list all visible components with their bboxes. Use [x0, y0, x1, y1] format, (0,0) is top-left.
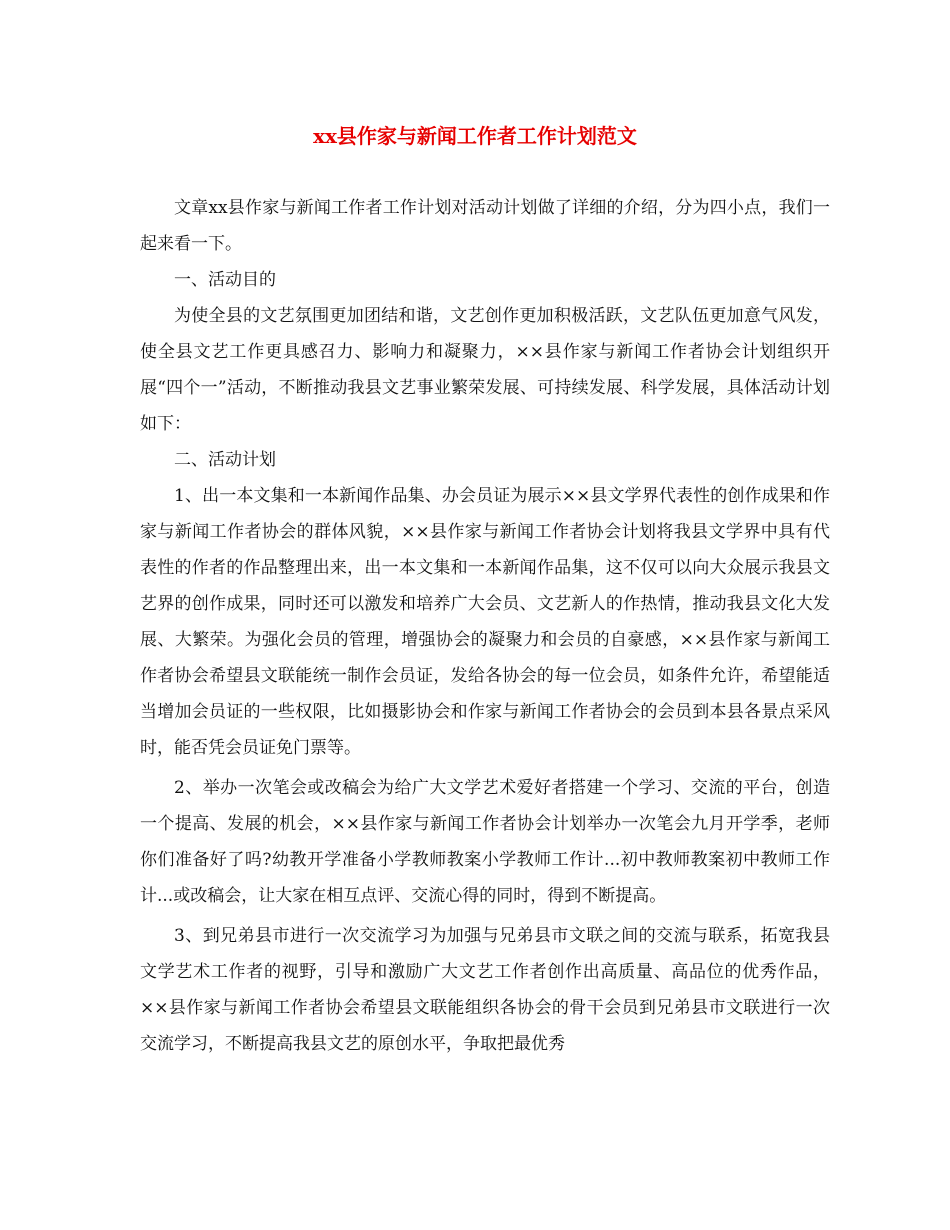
purpose-paragraph: 为使全县的文艺氛围更加团结和谐，文艺创作更加积极活跃，文艺队伍更加意气风发，使全县文艺工作更具感召力、影响力和凝聚力，××县作家与新闻工作者协会计划组织开展“四个一”活动，不断推动我县文艺事业繁荣发展、可持续发展、科学发展，具体活动计划如下： — [140, 306, 830, 434]
plan-item-1: 1、出一本文集和一本新闻作品集、办会员证为展示××县文学界代表性的创作成果和作家与新闻工作者协会的群体风貌，××县作家与新闻工作者协会计划将我县文学界中具有代表性的作者的作品整理出来，出一本文集和一本新闻作品集，这不仅可以向大众展示我县文艺界的创作成果，同时还可以激发和培养广大会员、文艺新人的作热情，推动我县文化大发展、大繁荣。为强化会员的管理，增强协会的凝聚力和会员的自豪感，××县作家与新闻工作者协会希望县文联能统一制作会员证，发给各协会的每一位会员，如条件允许，希望能适当增加会员证的一些权限，比如摄影协会和作家与新闻工作者协会的会员到本县各景点采风时，能否凭会员证免门票等。 — [140, 486, 830, 758]
section-heading-plan: 二、活动计划 — [174, 450, 276, 470]
intro-paragraph: 文章xx县作家与新闻工作者工作计划对活动计划做了详细的介绍，分为四小点，我们一起来看一下。 — [140, 198, 830, 254]
plan-item-2: 2、举办一次笔会或改稿会为给广大文学艺术爱好者搭建一个学习、交流的平台，创造一个提高、发展的机会，××县作家与新闻工作者协会计划举办一次笔会九月开学季，老师你们准备好了吗?幼教开学准备小学教师教案小学教师工作计...初中教师教案初中教师工作计...或改稿会，让大家在相互点评、交流心得的同时，得到不断提高。 — [140, 778, 830, 906]
section-heading-purpose: 一、活动目的 — [174, 270, 276, 290]
plan-item-3: 3、到兄弟县市进行一次交流学习为加强与兄弟县市文联之间的交流与联系，拓宽我县文学艺术工作者的视野，引导和激励广大文艺工作者创作出高质量、高品位的优秀作品，××县作家与新闻工作者协会希望县文联能组织各协会的骨干会员到兄弟县市文联进行一次交流学习，不断提高我县文艺的原创水平，争取把最优秀 — [140, 926, 830, 1054]
document-title: xx县作家与新闻工作者工作计划范文 — [313, 124, 637, 148]
document-body — [140, 190, 830, 1062]
